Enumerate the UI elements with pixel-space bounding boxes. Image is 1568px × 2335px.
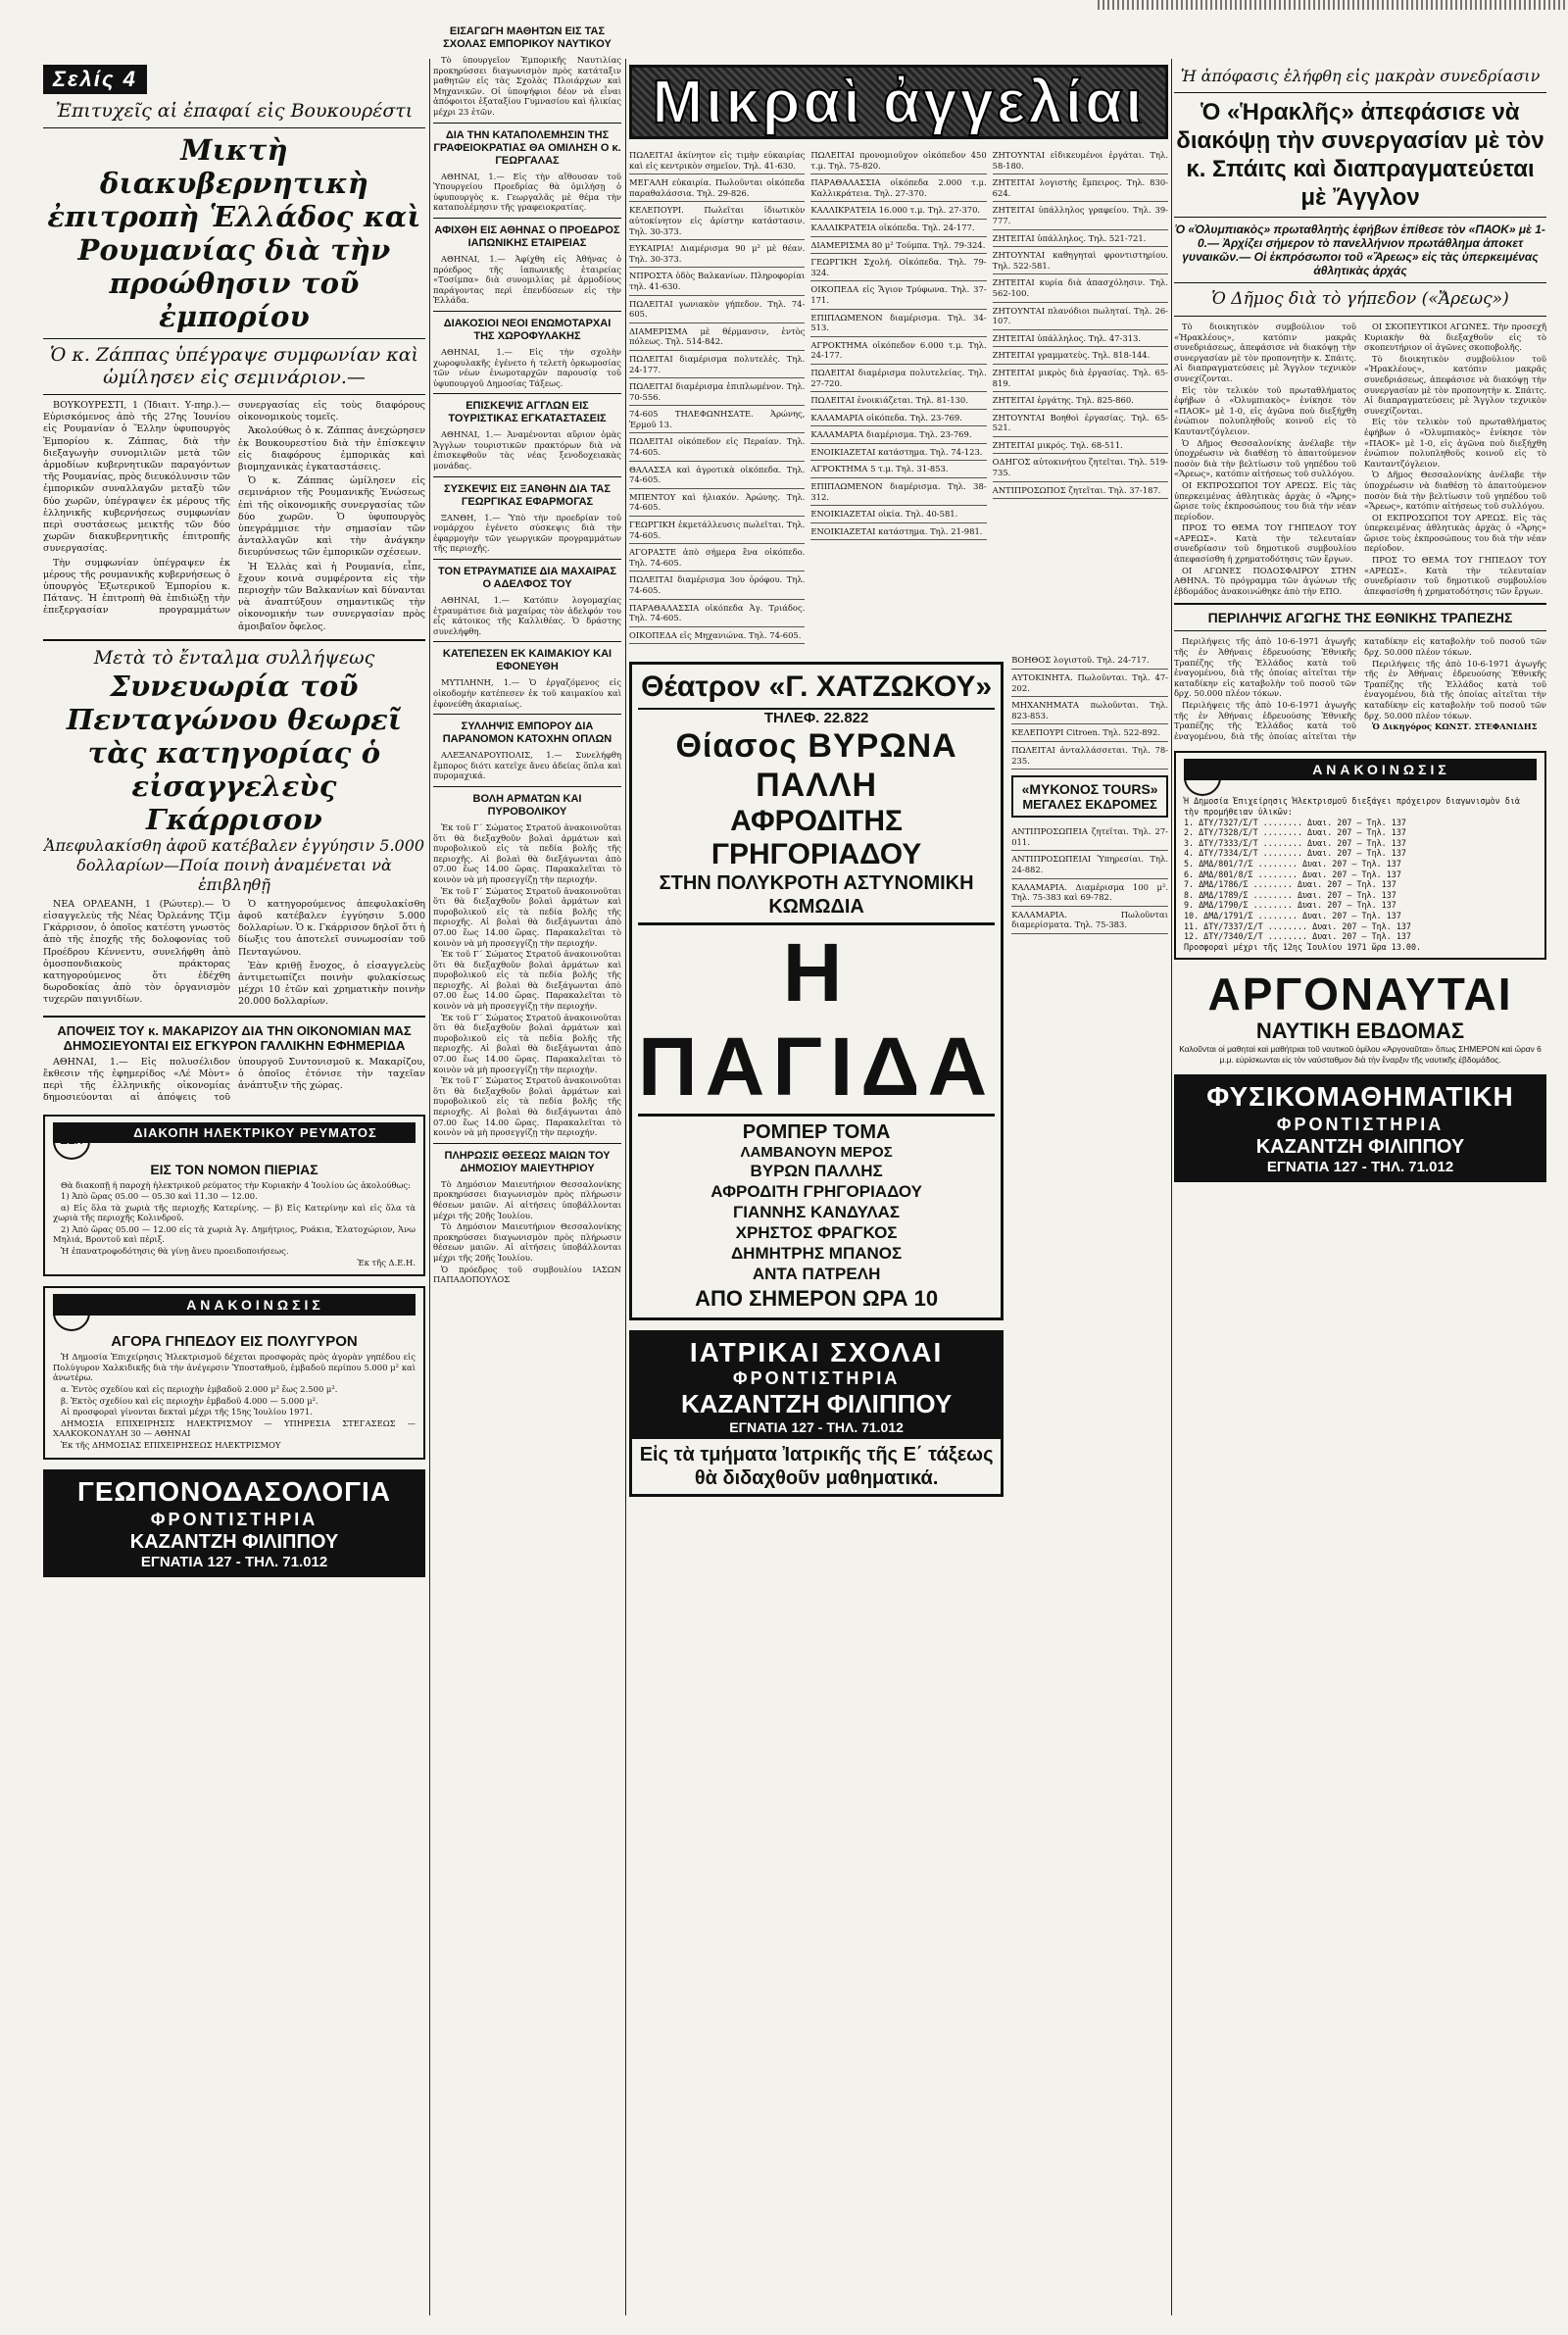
paragraph: ΟΙ ΕΚΠΡΟΣΩΠΟΙ ΤΟΥ ΑΡΕΩΣ. Εἰς τὰς ὑπερκειμένας ἀθλητικὰς ἀρχὰς ὁ «Ἄρης» ὥρισε τοὺς ἐκπροσώπους του διὰ τὴν νέαν περίοδον.: [1174, 479, 1356, 522]
theatre-star: ΑΦΡΟΔΙΤΗΣ ΓΡΗΓΟΡΙΑΔΟΥ: [710, 805, 922, 871]
cast-member: ΑΦΡΟΔΙΤΗ ΓΡΗΓΟΡΙΑΔΟΥ: [710, 1182, 922, 1202]
notice-signature: Ἐκ τῆς Δ.Ε.Η.: [357, 1257, 416, 1267]
classified-ad: ΠΑΡΑΘΑΛΑΣΣΙΑ οἰκόπεδα 2.000 τ.μ. Καλλικράτεια. Τηλ. 27-370.: [810, 174, 986, 202]
brief-headline: ΣΥΛΛΗΨΙΣ ΕΜΠΟΡΟΥ ΔΙΑ ΠΑΡΑΝΟΜΟΝ ΚΑΤΟΧΗΝ ΟΠΛΩΝ: [442, 720, 612, 746]
paragraph: ΟΙ ΕΚΠΡΟΣΩΠΟΙ ΤΟΥ ΑΡΕΩΣ. Εἰς τὰς ὑπερκειμένας ἀθλητικὰς ἀρχὰς ὁ «Ἄρης» ὥρισε τοὺς ἐκπροσώπους του διὰ τὴν νέαν περίοδον.: [1364, 512, 1546, 554]
notice-item: Ἡ Δημοσία Ἐπιχείρησις Ἠλεκτρισμοῦ διεξάγει πρόχειρον διαγωνισμὸν διὰ τὴν προμήθειαν ὑλικῶν:: [1184, 796, 1520, 817]
paragraph: ΒΟΥΚΟΥΡΕΣΤΙ, 1 (Ἰδιαιτ. Υ-πηρ.).— Εὐρισκόμενος ἀπὸ τῆς 27ης Ἰουνίου εἰς Ρουμανίαν ὁ Ἕλλην ὑφυπουργὸς Ἐμπορίου κ. Ζάππας, διὰ τὴν διεξαγωγὴν συνομιλιῶν μετὰ τῶν ἁρμοδίων κυβερνητικῶν παραγόντων τῆς Ρουμανίας, πρὸς διευκόλυνσιν τῶν ἐμπορικῶν συναλλαγῶν μεταξὺ τῶν δύο χωρῶν, ὑπέγραψεν ἐκ μέρους τῆς ἑλληνικῆς κυβερνήσεως συμφωνίαν περὶ συστάσεως μεικτῆς τῶν δύο χωρῶν διακυβερνητικῆς ἐπιτροπῆς συνεργασίας.: [43, 400, 230, 555]
classifieds-column: [629, 147, 805, 644]
paragraph: ΑΘΗΝΑΙ, 1.— Ἀναμένονται αὔριον ὁμὰς Ἄγγλων τουριστικῶν πρακτόρων διὰ νὰ ἐπισκεφθοῦν τὰς νέας ξενοδοχειακὰς μονάδας.: [433, 429, 621, 472]
classified-ad: ΑΥΤΟΚΙΝΗΤΑ. Πωλοῦνται. Τηλ. 47-202.: [1011, 670, 1168, 697]
paragraph: Θὰ διακοπῇ ἡ παροχὴ ἠλεκτρικοῦ ρεύματος τὴν Κυριακὴν 4 Ἰουλίου ὡς ἀκολούθως:: [61, 1179, 411, 1190]
classified-ad: ΕΠΙΠΛΩΜΕΝΟΝ διαμέρισμα. Τηλ. 38-312.: [810, 478, 986, 506]
paragraph: ΠΡΟΣ ΤΟ ΘΕΜΑ ΤΟΥ ΓΗΠΕΔΟΥ ΤΟΥ «ΑΡΕΩΣ». Κατὰ τὴν τελευταίαν συνεδρίασιν τοῦ δημοτικοῦ συμβουλίου ἀπεφασίσθη ἡ χρηματοδότησις τῶν ἔργων.: [1174, 522, 1356, 565]
paragraph: ΑΘΗΝΑΙ, 1.— Ἀφίχθη εἰς Ἀθήνας ὁ πρόεδρος τῆς ἰαπωνικῆς ἑταιρείας «Τοσίμπα» διὰ συνομιλίας μὲ ἁρμοδίους παράγοντας περὶ ἐπενδύσεων εἰς τὴν Ἑλλάδα.: [433, 253, 621, 306]
list-item: α) Εἰς ὅλα τὰ χωριὰ τῆς περιοχῆς Κατερίνης. — β) Εἰς Κατερίνην καὶ εἰς ὅλα τὰ χωριὰ τῆς περιοχῆς Κολινδροῦ.: [53, 1202, 416, 1223]
classified-ad: ΖΗΤΟΥΝΤΑΙ εἰδικευμένοι ἐργάται. Τηλ. 58-180.: [993, 147, 1168, 174]
article-romania: [43, 100, 425, 633]
classified-ad: ΒΟΗΘΟΣ λογιστοῦ. Τηλ. 24-717.: [1011, 652, 1168, 670]
classified-ad: ΚΑΛΛΙΚΡΑΤΕΙΑ οἰκόπεδα. Τηλ. 24-177.: [810, 220, 986, 237]
list-item: α. Ἐντὸς σχεδίου καὶ εἰς περιοχὴν ἐμβαδοῦ 2.000 μ² ἕως 2.500 μ².: [61, 1384, 338, 1395]
classified-ad: 74-605 ΤΗΛΕΦΩΝΗΣΑΤΕ. Ἀρώνης, Ἐρμοῦ 13.: [629, 406, 805, 433]
ad-iatrikai-scholai: [629, 1330, 1004, 1497]
paragraph: Περιλήψεις τῆς ἀπὸ 10-6-1971 ἀγωγῆς τῆς ἐν Ἀθήναις ἐδρευούσης Ἐθνικῆς Τραπέζης τῆς Ἑλλάδος κατὰ τοῦ ἐναγομένου, διὰ τῆς ὁποίας αἰτεῖται τὴν καταδίκην εἰς καταβολὴν τοῦ ποσοῦ τῶν δρχ. 50.000 πλέον τόκων.: [1364, 658, 1546, 720]
paragraph: ΞΑΝΘΗ, 1.— Ὑπὸ τὴν προεδρίαν τοῦ νομάρχου ἐγένετο σύσκεψις διὰ τὴν ἐφαρμογὴν τῶν γεωργικῶν προγραμμάτων τῆς περιοχῆς.: [433, 512, 621, 554]
brief-headline: ΔΙΑ ΤΗΝ ΚΑΤΑΠΟΛΕΜΗΣΙΝ ΤΗΣ ΓΡΑΦΕΙΟΚΡΑΤΙΑΣ ΘΑ ΟΜΙΛΗΣΗ Ο κ. ΓΕΩΡΓΑΛΑΣ: [433, 128, 621, 167]
paragraph: ΠΡΟΣ ΤΟ ΘΕΜΑ ΤΟΥ ΓΗΠΕΔΟΥ ΤΟΥ «ΑΡΕΩΣ». Κατὰ τὴν τελευταίαν συνεδρίασιν τοῦ δημοτικοῦ συμβουλίου ἀπεφασίσθη ἡ χρηματοδότησις τῶν ἔργων.: [1364, 555, 1546, 596]
article-kicker: Ἐπιτυχεῖς αἱ ἐπαφαί εἰς Βουκουρέστι: [55, 100, 414, 122]
classified-ad: ΖΗΤΟΥΝΤΑΙ Βοηθοὶ ἐργασίας. Τηλ. 65-521.: [993, 410, 1168, 437]
article-headline: Ὁ «Ἡρακλῆς» ἀπεφάσισε νὰ διακόψῃ τὴν συνεργασίαν μὲ τὸν κ. Σπάιτς καὶ διαπραγματεύεται μὲ Ἄγγλον: [1176, 99, 1544, 211]
paragraph: Ἐκ τοῦ Γ΄ Σώματος Στρατοῦ ἀνακοινοῦται ὅτι θὰ διεξαχθοῦν βολαὶ ἀρμάτων καὶ πυροβολικοῦ εἰς τὰ πεδία βολῆς τῆς περιοχῆς. Αἱ βολαὶ θὰ διεξάγωνται ἀπὸ 07.00 ἕως 14.00 ὥρας. Παρακαλεῖται τὸ κοινὸν νὰ μὴ προσεγγίζῃ τὴν περιοχήν.: [433, 949, 621, 1012]
ad-geoponodasologia: [43, 1469, 425, 1577]
paragraph: Καλοῦνται οἱ μαθηταὶ καὶ μαθήτριαι τοῦ ναυτικοῦ ὁμίλου «Ἀργοναῦται» ὅπως ΣΗΜΕΡΟΝ καὶ ὥραν 6 μ.μ. εὑρίσκωνται εἰς τὸν ναύσταθμον διὰ τὴν ἔναρξιν τῆς ναυτικῆς ἑβδομάδος.: [1179, 1044, 1542, 1065]
classified-ad: ΑΓΟΡΑΣΤΕ ἀπὸ σήμερα ἓνα οἰκόπεδο. Τηλ. 74-605.: [629, 544, 805, 571]
divider: [1174, 217, 1546, 218]
list-item: 2) Ἀπὸ ὥρας 05.00 — 12.00 εἰς τὰ χωριὰ Ἀγ. Δημήτριος, Ρυάκια, Ἐλατοχώριον, Ἀνω Μηλιά, Βροντοῦ καὶ πέριξ.: [53, 1223, 416, 1245]
legal-notice-body: [1174, 636, 1546, 741]
notice-title: ΑΝΑΚΟΙΝΩΣΙΣ: [1184, 759, 1537, 780]
classified-ad: ΘΑΛΑΣΣΑ καὶ ἀγροτικὰ οἰκόπεδα. Τηλ. 74-605.: [629, 462, 805, 489]
divider: [433, 123, 621, 124]
classified-ad: ΟΙΚΟΠΕΔΑ εἰς Μηχανιώνα. Τηλ. 74-605.: [629, 627, 805, 645]
notice-item: 10. ΔΜΔ/1791/Σ ........ Δυαι. 207 — Τηλ. 137: [1184, 910, 1401, 920]
column-4: [1174, 0, 1546, 1182]
classified-ad: ΠΩΛΕΙΤΑΙ ἐνοικιάζεται. Τηλ. 81-130.: [810, 392, 986, 410]
paragraph: Ὁ κ. Ζάππας ὡμίλησεν εἰς σεμινάριον τῆς Ρουμανικῆς Ἐνώσεως ἐπὶ τῆς οἰκονομικῆς συνεργασίας τῶν δύο χωρῶν. Ὁ ὑφυπουργὸς ὑπεγράμμισε τὴν σημασίαν τῶν ἀνταλλαγῶν καὶ τὴν ἀνάγκην διευρύνσεως τῶν ἐμπορικῶν σχέσεων.: [238, 475, 425, 559]
brief-headline: ΑΦΙΧΘΗ ΕΙΣ ΑΘΗΝΑΣ Ο ΠΡΟΕΔΡΟΣ ΙΑΠΩΝΙΚΗΣ ΕΤΑΙΡΕΙΑΣ: [434, 224, 620, 249]
classified-ad: ΖΗΤΕΙΤΑΙ μικρός. Τηλ. 68-511.: [993, 437, 1168, 455]
classified-ad: ΠΑΡΑΘΑΛΑΣΣΙΑ οἰκόπεδα Ἀγ. Τριάδος. Τηλ. 74-605.: [629, 600, 805, 627]
classified-ad: ΜΠΕΝΤΟΥ καὶ ἡλιακόν. Ἀρώνης. Τηλ. 74-605.: [629, 489, 805, 517]
divider: [433, 714, 621, 715]
paragraph: Ἡ Ἑλλὰς καὶ ἡ Ρουμανία, εἶπε, ἔχουν κοινὰ συμφέροντα εἰς τὴν περιοχὴν τῶν Βαλκανίων καὶ δύνανται νὰ ἀναπτύξουν σημαντικῶς τὴν οἰκονομικήν των συνεργασίαν πρὸς ἀμοιβαῖον ὄφελος.: [238, 561, 425, 632]
ad-subtitle: ΦΡΟΝΤΙΣΤΗΡΙΑ: [1276, 1115, 1445, 1135]
legal-notice-signature: Ὁ Δικηγόρος ΚΩΝΣΤ. ΣΤΕΦΑΝΙΔΗΣ: [1372, 721, 1538, 732]
classified-ad: ΠΩΛΕΙΤΑΙ διαμέρισμα πολυτελὲς. Τηλ. 24-177.: [629, 351, 805, 378]
ad-subtitle: ΦΡΟΝΤΙΣΤΗΡΙΑ: [732, 1368, 901, 1389]
ad-theatre: [629, 662, 1004, 1320]
divider: [433, 393, 621, 394]
classified-ad: ΕΝΟΙΚΙΑΖΕΤΑΙ οἰκία. Τηλ. 40-581.: [810, 506, 986, 523]
notice-title: ΔΙΑΚΟΠΗ ΗΛΕΚΤΡΙΚΟΥ ΡΕΥΜΑΤΟΣ: [53, 1122, 416, 1143]
cast-member: ΔΗΜΗΤΡΗΣ ΜΠΑΝΟΣ: [730, 1244, 903, 1264]
classified-ad: ΜΕΓΑΛΗ εὐκαιρία. Πωλοῦνται οἰκόπεδα παραθαλάσσια. Τηλ. 29-826.: [629, 174, 805, 202]
brief-headline: ΣΥΣΚΕΨΙΣ ΕΙΣ ΞΑΝΘΗΝ ΔΙΑ ΤΑΣ ΓΕΩΡΓΙΚΑΣ ΕΦΑΡΜΟΓΑΣ: [444, 482, 611, 508]
column-3: [629, 0, 1168, 1497]
article-subhead: Ἀπεφυλακίσθη ἀφοῦ κατέβαλεν ἐγγύησιν 5.000 δολλαρίων—Ποία ποινὴ ἀναμένεται νὰ ἐπιβληθῇ: [43, 835, 425, 894]
classified-ad: ΖΗΤΕΙΤΑΙ ἐργάτης. Τηλ. 825-860.: [993, 392, 1168, 410]
ad-name: ΚΑΖΑΝΤΖΗ ΦΙΛΙΠΠΟΥ: [680, 1389, 953, 1419]
paragraph: Ἐκ τοῦ Γ΄ Σώματος Στρατοῦ ἀνακοινοῦται ὅτι θὰ διεξαχθοῦν βολαὶ ἀρμάτων καὶ πυροβολικοῦ εἰς τὰ πεδία βολῆς τῆς περιοχῆς. Αἱ βολαὶ θὰ διεξάγωνται ἀπὸ 07.00 ἕως 14.00 ὥρας. Παρακαλεῖται τὸ κοινὸν νὰ μὴ προσεγγίζῃ τὴν περιοχήν.: [433, 1012, 621, 1074]
divider: [1174, 316, 1546, 317]
play-opening: ΑΠΟ ΣΗΜΕΡΟΝ ΩΡΑ 10: [695, 1286, 939, 1312]
divider: [433, 559, 621, 560]
classified-ad: ΑΓΡΟΚΤΗΜΑ 5 τ.μ. Τηλ. 31-853.: [810, 461, 986, 478]
notice-item: 7. ΔΜΔ/1786/Σ ........ Δυαι. 207 — Τηλ. 137: [1184, 879, 1396, 890]
paragraph: Περιλήψεις τῆς ἀπὸ 10-6-1971 ἀγωγῆς τῆς ἐν Ἀθήναις ἐδρευούσης Ἐθνικῆς Τραπέζης τῆς Ἑλλάδος κατὰ τοῦ ἐναγομένου, διὰ τῆς ὁποίας αἰτεῖται τὴν καταδίκην εἰς καταβολὴν τοῦ ποσοῦ τῶν δρχ. 50.000 πλέον τόκων.: [1174, 636, 1546, 741]
list-item: 1) Ἀπὸ ὥρας 05.00 — 05.30 καὶ 11.30 — 12.00.: [61, 1191, 258, 1202]
column-rule: [625, 59, 626, 2315]
notice-item: 4. ΔΤΥ/7334/Σ/Τ ........ Δυαι. 207 — Τηλ. 137: [1184, 848, 1406, 859]
classified-ad: ΚΑΛΑΜΑΡΙΑ. Διαμέρισμα 100 μ². Τηλ. 75-383 καὶ 69-782.: [1011, 879, 1168, 907]
brief-headline: ΤΟΝ ΕΤΡΑΥΜΑΤΙΣΕ ΔΙΑ ΜΑΧΑΙΡΑΣ Ο ΑΔΕΛΦΟΣ ΤΟΥ: [438, 566, 616, 591]
divider: [43, 394, 425, 395]
notice-item: 6. ΔΜΔ/801/8/Σ ........ Δυαι. 207 — Τηλ. 137: [1184, 869, 1401, 879]
classified-ad: ΕΝΟΙΚΙΑΖΕΤΑΙ κατάστημα. Τηλ. 21-981.: [810, 523, 986, 541]
paragraph: ΑΘΗΝΑΙ, 1.— Εἰς τὴν σχολὴν χωροφυλακῆς ἐγένετο ἡ τελετὴ ὀρκωμοσίας τῶν νέων ἐνωμοταρχῶν παρουσίᾳ τοῦ ὑφυπουργοῦ Δημοσίας Τάξεως.: [433, 346, 621, 388]
classified-ad: ΖΗΤΕΙΤΑΙ μικρὸς διὰ ἐργασίας. Τηλ. 65-819.: [993, 365, 1168, 392]
ad-address: ΕΓΝΑΤΙΑ 127 - ΤΗΛ. 71.012: [1266, 1159, 1454, 1176]
notice-item: 3. ΔΤΥ/7333/Σ/Τ ........ Δυαι. 207 — Τηλ. 137: [1184, 837, 1406, 848]
notice-title: ΑΝΑΚΟΙΝΩΣΙΣ: [53, 1294, 416, 1316]
paragraph: Εἰς τὸν τελικὸν τοῦ πρωταθλήματος ἐφήβων ὁ «Ὀλυμπιακὸς» ἐνίκησε τὸν «ΠΑΟΚ» μὲ 1-0, εἰς ἀγῶνα ποὺ διεξήχθη ἐνώπιον πολυπληθοῦς κοινοῦ εἰς τὸ Καυταντζόγλειον.: [1174, 384, 1356, 436]
brief-headline: ΚΑΤΕΠΕΣΕΝ ΕΚ ΚΑΙΜΑΚΙΟΥ ΚΑΙ ΕΦΟΝΕΥΘΗ: [442, 648, 612, 673]
theatre-phone: ΤΗΛΕΦ. 22.822: [763, 710, 869, 727]
ad-subtitle: ΝΑΥΤΙΚΗ ΕΒΔΟΜΑΣ: [1255, 1018, 1465, 1044]
divider: [1174, 282, 1546, 283]
paragraph: Τὸ Δημόσιον Μαιευτήριον Θεσσαλονίκης προκηρύσσει διαγωνισμὸν πρὸς πλήρωσιν θέσεων μαιῶν. Αἱ αἰτήσεις ὑποβάλλονται μέχρι τῆς 20ῆς Ἰουλίου.: [433, 1221, 621, 1263]
divider: [43, 1016, 425, 1018]
article-kicker: Ὁ Δῆμος διὰ τὸ γήπεδον («Ἄρεως»): [1211, 289, 1509, 309]
divider: [1174, 630, 1546, 631]
paragraph: Ὁ κατηγορούμενος ἀπεφυλακίσθη ἀφοῦ κατέβαλεν ἐγγύησιν 5.000 δολλαρίων. Ὁ κ. Γκάρρισον δηλοῖ ὅτι ἡ δίωξις του ἀποτελεῖ συνωμοσίαν τοῦ Πενταγώνου.: [238, 898, 425, 958]
notice-item: 11. ΔΤΥ/7337/Σ/Τ ........ Δυαι. 207 — Τηλ. 137: [1184, 920, 1411, 931]
cast-list: [638, 1161, 995, 1284]
notice-item-list: [1184, 796, 1537, 952]
paragraph: Ὁ Δῆμος Θεσσαλονίκης ἀνέλαβε τὴν ὑποχρέωσιν νὰ διαθέσῃ τὸ ἀπαιτούμενον ποσὸν διὰ τὴν βελτίωσιν τοῦ γηπέδου τοῦ «Ἄρεως», κατόπιν αἰτήσεως τοῦ συλλόγου.: [1364, 470, 1546, 512]
paragraph: Τὸ διοικητικὸν συμβούλιον τοῦ «Ἡρακλέους», κατόπιν μακρᾶς συνεδριάσεως, ἀπεφάσισε νὰ διακόψῃ τὴν συνεργασίαν μὲ τὸν προπονητὴν κ. Σπάιτς. Αἱ διαπραγματεύσεις μὲ Ἄγγλον τεχνικὸν συνεχίζονται.: [1174, 322, 1356, 383]
classified-ad: ΖΗΤΕΙΤΑΙ γραμματεὺς. Τηλ. 818-144.: [993, 347, 1168, 365]
classifieds-grid: [629, 147, 1168, 644]
classified-ad: ΑΝΤΙΠΡΟΣΩΠΟΣ ζητεῖται. Τηλ. 37-187.: [993, 482, 1168, 500]
classified-ad: ΓΕΩΡΓΙΚΗ Σχολή. Οἰκόπεδα. Τηλ. 79-324.: [810, 254, 986, 281]
theatre-name: Θέατρον «Γ. ΧΑΤΖΩΚΟΥ»: [638, 671, 995, 710]
ad-address: ΕΓΝΑΤΙΑ 127 - ΤΗΛ. 71.012: [729, 1419, 904, 1436]
play-title: Η ΠΑΓΙΔΑ: [638, 922, 995, 1117]
classified-ad: ΖΗΤΕΙΤΑΙ ὑπάλληλος. Τηλ. 521-721.: [993, 230, 1168, 248]
article-body: [1174, 322, 1546, 597]
brief-signature: Ὁ πρόεδρος τοῦ συμβουλίου ΙΑΣΩΝ ΠΑΠΑΔΟΠΟΥΛΟΣ: [433, 1264, 621, 1285]
classified-ad: ΖΗΤΕΙΤΑΙ ὑπάλληλος. Τηλ. 47-313.: [993, 330, 1168, 348]
paragraph: Εἰς τὸν τελικὸν τοῦ πρωταθλήματος ἐφήβων ὁ «Ὀλυμπιακὸς» ἐνίκησε τὸν «ΠΑΟΚ» μὲ 1-0, εἰς ἀγῶνα ποὺ διεξήχθη ἐνώπιον πολυπληθοῦς κοινοῦ εἰς τὸ Καυταντζόγλειον.: [1364, 417, 1546, 469]
classified-ad: ΖΗΤΟΥΝΤΑΙ πλανόδιοι πωληταί. Τηλ. 26-107.: [993, 303, 1168, 330]
divider: [1174, 603, 1546, 605]
ad-subtitle: ΦΡΟΝΤΙΣΤΗΡΙΑ: [150, 1509, 318, 1529]
classified-ad: ΓΕΩΡΓΙΚΗ ἐκμετάλλευσις πωλεῖται. Τηλ. 74-605.: [629, 517, 805, 544]
paragraph: ΜΥΤΙΛΗΝΗ, 1.— Ὁ ἐργαζόμενος εἰς οἰκοδομὴν κατέπεσεν ἐκ τοῦ καιμακίου καὶ ἐφονεύθη ἀκαριαίως.: [433, 677, 621, 709]
article-subhead: Ὁ «Ὀλυμπιακὸς» πρωταθλητὴς ἐφήβων ἐπίθεσε τὸν «ΠΑΟΚ» μὲ 1-0.— Ἀρχίζει σήμερον τὸ πανελλήνιον πρωτάθλημα ἀποκετ γυναικῶν.— Οἱ ἐκπρόσωποι τοῦ «Ἄρεως» εἰς τὰς ὑπερκειμένας ἀθλητικὰς ἀρχάς: [1175, 223, 1545, 277]
paragraph: ΝΕΑ ΟΡΛΕΑΝΗ, 1 (Ρώυτερ).— Ὁ εἰσαγγελεὺς τῆς Νέας Ὀρλεάνης Τζὶμ Γκάρρισον, ὁ ὁποῖος κατέστη γνωστὸς ἀπὸ τῆς ἐποχῆς τῆς δολοφονίας τοῦ Προέδρου Κέννεντυ, συνελήφθη ἀπὸ ὁμοσπονδιακοὺς πράκτορας κατηγορούμενος ὅτι ἐδέχθη δωροδοκίας ἀπὸ τὸν ὀργανισμὸν τυχερῶν παιγνιδίων.: [43, 898, 230, 1006]
ad-title: ΑΡΓΟΝΑΥΤΑΙ: [1207, 969, 1513, 1020]
dei-logo-icon: ΔΕΗ: [53, 1294, 90, 1331]
classifieds-column: [993, 147, 1168, 644]
ad-name: ΚΑΖΑΝΤΖΗ ΦΙΛΙΠΠΟΥ: [129, 1530, 339, 1553]
column-rule: [1171, 59, 1172, 2315]
notice-item: Προσφοραὶ μέχρι τῆς 12ης Ἰουλίου 1971 ὥρα 13.00.: [1184, 941, 1422, 952]
classified-ad: ΚΑΛΛΙΚΡΑΤΕΙΑ 16.000 τ.μ. Τηλ. 27-370.: [810, 202, 986, 220]
divider: [43, 338, 425, 339]
divider: [433, 1143, 621, 1144]
ad-title: ΙΑΤΡΙΚΑΙ ΣΧΟΛΑΙ: [689, 1337, 944, 1368]
classified-ad: ΝΠΡΟΣΤΑ ὁδὸς Βαλκανίων. Πληροφορίαι τηλ. 41-630.: [629, 268, 805, 295]
play-author: ΡΟΜΠΕΡ ΤΟΜΑ: [742, 1121, 891, 1144]
notice-subtitle: ΑΓΟΡΑ ΓΗΠΕΔΟΥ ΕΙΣ ΠΟΛΥΓΥΡΟΝ: [111, 1333, 358, 1351]
classifieds-column: [810, 147, 986, 644]
divider: [43, 127, 425, 128]
column-1: [43, 0, 425, 1577]
paragraph: ΟΙ ΑΓΩΝΕΣ ΠΟΔΟΣΦΑΙΡΟΥ ΣΤΗΝ ΑΘΗΝΑ. Τὸ πρόγραμμα τῶν ἀγώνων τῆς ἑβδομάδος ἀνακοινώθηκε ἀπὸ τὴν ΕΠΟ.: [1174, 565, 1356, 596]
paragraph: Ἐκ τοῦ Γ΄ Σώματος Στρατοῦ ἀνακοινοῦται ὅτι θὰ διεξαχθοῦν βολαὶ ἀρμάτων καὶ πυροβολικοῦ εἰς τὰ πεδία βολῆς τῆς περιοχῆς. Αἱ βολαὶ θὰ διεξάγωνται ἀπὸ 07.00 ἕως 14.00 ὥρας. Παρακαλεῖται τὸ κοινὸν νὰ μὴ προσεγγίζῃ τὴν περιοχήν.: [433, 885, 621, 948]
brief-headline: ΕΙΣΑΓΩΓΗ ΜΑΘΗΤΩΝ ΕΙΣ ΤΑΣ ΣΧΟΛΑΣ ΕΜΠΟΡΙΚΟΥ ΝΑΥΤΙΚΟΥ: [443, 25, 612, 50]
classified-ad: ΕΠΙΠΛΩΜΕΝΟΝ διαμέρισμα. Τηλ. 34-513.: [810, 310, 986, 337]
ad-address: ΕΓΝΑΤΙΑ 127 - ΤΗΛ. 71.012: [140, 1553, 328, 1570]
ad-title: ΦΥΣΙΚΟΜΑΘΗΜΑΤΙΚΗ: [1206, 1081, 1514, 1113]
ad-fysikomathimatiki: [1174, 1074, 1546, 1182]
cast-member: ΑΝΤΑ ΠΑΤΡΕΛΗ: [752, 1265, 881, 1284]
column-rule: [429, 59, 430, 2315]
dei-logo-icon: ΔΕΗ: [53, 1122, 90, 1160]
paragraph: Τὸ διοικητικὸν συμβούλιον τοῦ «Ἡρακλέους», κατόπιν μακρᾶς συνεδριάσεως, ἀπεφάσισε νὰ διακόψῃ τὴν συνεργασίαν μὲ τὸν προπονητὴν κ. Σπάιτς. Αἱ διαπραγματεύσεις μὲ Ἄγγλον τεχνικὸν συνεχίζονται.: [1364, 353, 1546, 416]
article-body: [43, 400, 425, 633]
ad-argonautai: [1174, 969, 1546, 1065]
paragraph: Ἐκ τοῦ Γ΄ Σώματος Στρατοῦ ἀνακοινοῦται ὅτι θὰ διεξαχθοῦν βολαὶ ἀρμάτων καὶ πυροβολικοῦ εἰς τὰ πεδία βολῆς τῆς περιοχῆς. Αἱ βολαὶ θὰ διεξάγωνται ἀπὸ 07.00 ἕως 14.00 ὥρας. Παρακαλεῖται τὸ κοινὸν νὰ μὴ προσεγγίζῃ τὴν περιοχήν.: [433, 1075, 621, 1138]
paragraph: Ἡ ἐπανατροφοδότησις θὰ γίνῃ ἄνευ προειδοποιήσεως.: [61, 1246, 289, 1257]
dei-power-outage-notice: [43, 1115, 425, 1277]
divider: [1174, 92, 1546, 93]
article-kicker: Ἡ ἀπόφασις ἐλήφθη εἰς μακρὰν συνεδρίασιν: [1180, 67, 1541, 85]
ad-mykonos-tours: [1011, 775, 1168, 818]
notice-item: 12. ΔΤΥ/7340/Σ/Τ ........ Δυαι. 207 — Τηλ. 137: [1184, 931, 1411, 942]
cast-member: ΒΥΡΩΝ ΠΑΛΛΗΣ: [750, 1162, 883, 1181]
brief-headline: ΒΟΛΗ ΑΡΜΑΤΩΝ ΚΑΙ ΠΥΡΟΒΟΛΙΚΟΥ: [472, 792, 582, 818]
theatre-troupe: Θίασος ΒΥΡΩΝΑ ΠΑΛΛΗ: [675, 727, 957, 805]
classified-ad: ΠΩΛΕΙΤΑΙ οἰκόπεδον εἰς Περαίαν. Τηλ. 74-605.: [629, 433, 805, 461]
classified-ad: ΕΥΚΑΙΡΙΑ! Διαμέρισμα 90 μ² μὲ θέαν. Τηλ. 30-373.: [629, 240, 805, 268]
article-makarizos: [43, 1023, 425, 1105]
column-2: [433, 0, 621, 1286]
divider: [43, 639, 425, 641]
classified-ad: ΠΩΛΕΙΤΑΙ διαμέρισμα ἐπιπλωμένον. Τηλ. 70-556.: [629, 378, 805, 406]
divider: [433, 218, 621, 219]
paragraph: Τὴν συμφωνίαν ὑπέγραψεν ἐκ μέρους τῆς ρουμανικῆς κυβερνήσεως ὁ ὑπουργὸς Ἐξωτερικοῦ Ἐμπορίου κ. Πάτανς. Ἡ ἐπιτροπὴ θὰ ἐπιδιώξῃ τὴν ἐπεξεργασίαν προγραμμάτων συνεργασίας εἰς τοὺς διαφόρους οἰκονομικοὺς τομεῖς.: [43, 400, 425, 617]
classified-ad: ΠΩΛΕΙΤΑΙ διαμέρισμα 3ου ὀρόφου. Τηλ. 74-605.: [629, 571, 805, 599]
brief-headline: ΔΙΑΚΟΣΙΟΙ ΝΕΟΙ ΕΝΩΜΟΤΑΡΧΑΙ ΤΗΣ ΧΩΡΟΦΥΛΑΚΗΣ: [443, 317, 612, 342]
ad-title: «ΜΥΚΟΝΟΣ TOURS»: [1021, 781, 1158, 798]
article-body: [43, 1057, 425, 1105]
classified-ad: ΖΗΤΟΥΝΤΑΙ καθηγηταὶ φροντιστηρίου. Τηλ. 522-581.: [993, 247, 1168, 274]
classified-ad: ΔΙΑΜΕΡΙΣΜΑ 80 μ² Τούμπα. Τηλ. 79-324.: [810, 237, 986, 255]
notice-item: 2. ΔΤΥ/7328/Σ/Τ ........ Δυαι. 207 — Τηλ. 137: [1184, 827, 1406, 838]
classified-ad: ΚΑΛΑΜΑΡΙΑ διαμέρισμα. Τηλ. 23-769.: [810, 426, 986, 444]
paragraph: Ἐὰν κριθῇ ἔνοχος, ὁ εἰσαγγελεὺς ἀντιμετωπίζει ποινὴν φυλακίσεως μέχρι 10 ἐτῶν καὶ χρηματικὴν ποινὴν 20.000 δολλαρίων.: [238, 960, 425, 1008]
notice-item: 1. ΔΤΥ/7327/Σ/Τ ........ Δυαι. 207 — Τηλ. 137: [1184, 817, 1406, 827]
classified-ad: ΠΩΛΕΙΤΑΙ γωνιακὸν γήπεδον. Τηλ. 74-605.: [629, 296, 805, 323]
notice-address: ΔΗΜΟΣΙΑ ΕΠΙΧΕΙΡΗΣΙΣ ΗΛΕΚΤΡΙΣΜΟΥ — ΥΠΗΡΕΣΙΑ ΣΤΕΓΑΣΕΩΣ — ΧΑΛΚΟΚΟΝΔΥΛΗ 30 — ΑΘΗΝΑΙ: [53, 1417, 416, 1439]
list-item: Αἱ προσφοραὶ γίνονται δεκταὶ μέχρι τῆς 15ης Ἰουλίου 1971.: [61, 1407, 313, 1417]
list-item: β. Ἐκτὸς σχεδίου καὶ εἰς περιοχὴν ἐμβαδοῦ 4.000 — 5.000 μ².: [61, 1395, 318, 1406]
ad-slogan: Εἰς τὰ τμήματα Ἰατρικῆς τῆς Ε΄ τάξεως θὰ διδαχθοῦν μαθηματικά.: [639, 1444, 994, 1490]
article-body: [43, 899, 425, 1010]
article-subhead: Ὁ κ. Ζάππας ὑπέγραψε συμφωνίαν καὶ ὡμίλησεν εἰς σεμινάριον.—: [50, 344, 418, 388]
classified-ad: ΖΗΤΕΙΤΑΙ ὑπάλληλος γραφείου. Τηλ. 39-777.: [993, 202, 1168, 229]
paragraph: ΑΘΗΝΑΙ, 1.— Κατόπιν λογομαχίας ἐτραυμάτισε διὰ μαχαίρας τὸν ἀδελφόν του εἷς κάτοικος τῆς Καλλιθέας. Ὁ δράστης συνελήφθη.: [433, 595, 621, 636]
theatre-genre: ΣΤΗΝ ΠΟΛΥΚΡΟΤΗ ΑΣΤΥΝΟΜΙΚΗ ΚΩΜΩΔΙΑ: [659, 872, 974, 919]
notice-subtitle: ΕΙΣ ΤΟΝ ΝΟΜΟΝ ΠΙΕΡΙΑΣ: [150, 1161, 318, 1177]
article-headline: ΑΠΟΨΕΙΣ ΤΟΥ κ. ΜΑΚΑΡΙΖΟΥ ΔΙΑ ΤΗΝ ΟΙΚΟΝΟΜΙΑΝ ΜΑΣ ΔΗΜΟΣΙΕΥΟΝΤΑΙ ΕΙΣ ΕΓΚΥΡΟΝ ΓΑΛΛΙΚΗΝ ΕΦΗΜΕΡΙΔΑ: [57, 1022, 412, 1053]
classified-ad: ΠΩΛΕΙΤΑΙ προνομιοῦχον οἰκόπεδον 450 τ.μ. Τηλ. 75-820.: [810, 147, 986, 174]
paragraph: Ἡ Δημοσία Ἐπιχείρησις Ἠλεκτρισμοῦ δέχεται προσφορὰς πρὸς ἀγορὰν γηπέδου εἰς Πολύγυρον Χαλκιδικῆς διὰ τὴν ἀνέγερσιν Ὑποσταθμοῦ, ἐμβαδοῦ περίπου 5.000 μ² καὶ ἀνωτέρω.: [53, 1352, 416, 1383]
article-headline: Συνευωρία τοῦ Πενταγώνου θεωρεῖ τὰς κατηγορίας ὁ εἰσαγγελεὺς Γκάρρισον: [66, 669, 403, 836]
page-section-tag: Σελίς 4: [43, 65, 147, 94]
classified-ad: ΟΙΚΟΠΕΔΑ εἰς Ἅγιον Τρύφωνα. Τηλ. 37-171.: [810, 281, 986, 309]
paragraph: Τὸ Δημόσιον Μαιευτήριον Θεσσαλονίκης προκηρύσσει διαγωνισμὸν πρὸς πλήρωσιν θέσεων μαιῶν. Αἱ αἰτήσεις ὑποβάλλονται μέχρι τῆς 20ῆς Ἰουλίου.: [433, 1178, 621, 1220]
paragraph: Ὁ Δῆμος Θεσσαλονίκης ἀνέλαβε τὴν ὑποχρέωσιν νὰ διαθέσῃ τὸ ἀπαιτούμενον ποσὸν διὰ τὴν βελτίωσιν τοῦ γηπέδου τοῦ «Ἄρεως», κατόπιν αἰτήσεως τοῦ συλλόγου.: [1174, 437, 1356, 479]
dei-logo-icon: ΔΕΗ: [1184, 759, 1221, 796]
brief-headline: ΕΠΙΣΚΕΨΙΣ ΑΓΓΛΩΝ ΕΙΣ ΤΟΥΡΙΣΤΙΚΑΣ ΕΓΚΑΤΑΣΤΑΣΕΙΣ: [448, 400, 607, 425]
dei-tender-notice: [1174, 751, 1546, 960]
cast-member: ΓΙΑΝΝΗΣ ΚΑΝΔΥΛΑΣ: [733, 1203, 901, 1222]
notice-signature: Ἐκ τῆς ΔΗΜΟΣΙΑΣ ΕΠΙΧΕΙΡΗΣΕΩΣ ΗΛΕΚΤΡΙΣΜΟΥ: [61, 1440, 281, 1450]
classified-ad: ΠΩΛΕΙΤΑΙ ἀκίνητον εἰς τιμὴν εὐκαιρίας καὶ εἰς κεντρικὸν σημεῖον. Τηλ. 41-630.: [629, 147, 805, 174]
paragraph: Περιλήψεις τῆς ἀπὸ 10-6-1971 ἀγωγῆς τῆς ἐν Ἀθήναις ἐδρευούσης Ἐθνικῆς Τραπέζης τῆς Ἑλλάδος κατὰ τοῦ ἐναγομένου, διὰ τῆς ὁποίας αἰτεῖται τὴν καταδίκην εἰς καταβολὴν τοῦ ποσοῦ τῶν δρχ. 50.000 πλέον τόκων.: [1174, 636, 1356, 699]
classified-ad: ΚΕΛΕΠΟΥΡΙ Citroen. Τηλ. 522-892.: [1011, 724, 1168, 742]
paragraph: ΑΛΕΞΑΝΔΡΟΥΠΟΛΙΣ, 1.— Συνελήφθη ἔμπορος διότι κατεῖχε ἄνευ ἀδείας ὅπλα καὶ πυρομαχικά.: [433, 750, 621, 781]
cast-member: ΧΡΗΣΤΟΣ ΦΡΑΓΚΟΣ: [735, 1223, 898, 1243]
notice-item: 8. ΔΜΔ/1789/Σ ........ Δυαι. 207 — Τηλ. 137: [1184, 889, 1396, 900]
classified-ad: ΚΑΛΑΜΑΡΙΑ. Πωλοῦνται διαμερίσματα. Τηλ. 75-383.: [1011, 907, 1168, 934]
classified-ad: ΕΝΟΙΚΙΑΖΕΤΑΙ κατάστημα. Τηλ. 74-123.: [810, 444, 986, 462]
paragraph: ΟΙ ΣΚΟΠΕΥΤΙΚΟΙ ΑΓΩΝΕΣ. Τὴν προσεχῆ Κυριακὴν θὰ διεξαχθοῦν εἰς τὸ σκοπευτήριον οἱ ἀγῶνες σκοποβολῆς.: [1364, 322, 1546, 353]
legal-notice-headline: ΠΕΡΙΛΗΨΙΣ ΑΓΩΓΗΣ ΤΗΣ ΕΘΝΙΚΗΣ ΤΡΑΠΕΖΗΣ: [1207, 610, 1513, 626]
brief-headline: ΠΛΗΡΩΣΙΣ ΘΕΣΕΩΣ ΜΑΙΩΝ ΤΟΥ ΔΗΜΟΣΙΟΥ ΜΑΙΕΥΤΗΡΙΟΥ: [444, 1149, 611, 1174]
paragraph: Ἀκολούθως ὁ κ. Ζάππας ἀνεχώρησεν ἐκ Βουκουρεστίου διὰ τὴν ἐπίσκεψιν εἰς διαφόρους ἐμπορικὰς καὶ βιομηχανικὰς ἐγκαταστάσεις.: [238, 425, 425, 473]
banner-title: Μικραὶ ἀγγελίαι: [652, 68, 1146, 136]
ad-name: ΚΑΖΑΝΤΖΗ ΦΙΛΙΠΠΟΥ: [1255, 1136, 1465, 1159]
cast-label: ΛΑΜΒΑΝΟΥΝ ΜΕΡΟΣ: [740, 1144, 893, 1162]
notice-item: 5. ΔΜΔ/801/7/Σ ........ Δυαι. 207 — Τηλ. 137: [1184, 858, 1401, 869]
ad-subtitle: ΜΕΓΑΛΕΣ ΕΚΔΡΟΜΕΣ: [1022, 797, 1157, 813]
classified-ad: ΑΝΤΙΠΡΟΣΩΠΕΙΑ ζητεῖται. Τηλ. 27-011.: [1011, 823, 1168, 851]
classified-ad: ΚΕΛΕΠΟΥΡΙ. Πωλεῖται ἰδιωτικὸν αὐτοκίνητον εἰς ἀρίστην κατάστασιν. Τηλ. 30-373.: [629, 202, 805, 240]
classified-ad: ΠΩΛΕΙΤΑΙ ἀνταλλάσσεται. Τηλ. 78-235.: [1011, 742, 1168, 770]
classified-ad: ΜΗΧΑΝΗΜΑΤΑ πωλοῦνται. Τηλ. 823-853.: [1011, 697, 1168, 724]
classified-ad: ΑΓΡΟΚΤΗΜΑ οἰκόπεδον 6.000 τ.μ. Τηλ. 24-177.: [810, 337, 986, 365]
ad-title: ΓΕΩΠΟΝΟΔΑΣΟΛΟΓΙΑ: [77, 1475, 391, 1507]
classified-ad: ΖΗΤΕΙΤΑΙ λογιστὴς ἔμπειρος. Τηλ. 830-624.: [993, 174, 1168, 202]
article-garrison: [43, 647, 425, 1010]
divider: [433, 311, 621, 312]
article-kicker: Μετὰ τὸ ἔνταλμα συλλήψεως: [93, 646, 375, 669]
classified-ad: ΠΩΛΕΙΤΑΙ διαμέρισμα πολυτελείας. Τηλ. 27-720.: [810, 365, 986, 392]
classified-ad: ΖΗΤΕΙΤΑΙ κυρία διὰ ἀπασχόλησιν. Τηλ. 562-100.: [993, 274, 1168, 302]
paragraph: Τὸ ὑπουργεῖον Ἐμπορικῆς Ναυτιλίας προκηρύσσει διαγωνισμὸν πρὸς κατάταξιν μαθητῶν εἰς τὰς Σχολὰς Πλοιάρχων καὶ Μηχανικῶν. Οἱ ὑποψήφιοι δέον νὰ εἶναι ἀπόφοιτοι ἑξαταξίου Γυμνασίου καὶ ἡλικίας μέχρι 23 ἐτῶν.: [433, 55, 621, 117]
dei-land-purchase-notice: [43, 1286, 425, 1459]
divider: [433, 641, 621, 642]
paragraph: ΑΘΗΝΑΙ, 1.— Εἰς πολυσέλιδον ἔκθεσιν τῆς ἐφημερίδος «Λέ Μὸντ» περὶ τῆς ἑλληνικῆς οἰκονομίας δημοσιεύονται αἱ ἀπόψεις τοῦ ὑπουργοῦ Συντονισμοῦ κ. Μακαρίζου, ὁ ὁποῖος ἐτόνισε τὴν ταχεῖαν ἀνάπτυξιν τῆς χώρας.: [43, 1056, 425, 1104]
divider: [433, 476, 621, 477]
classified-ad: ΑΝΤΙΠΡΟΣΩΠΕΙΑΙ Ὑπηρεσίαι. Τηλ. 24-882.: [1011, 851, 1168, 878]
notice-item: 9. ΔΜΔ/1790/Σ ........ Δυαι. 207 — Τηλ. 137: [1184, 900, 1396, 911]
classifieds-banner: [629, 65, 1168, 139]
paragraph: Ἐκ τοῦ Γ΄ Σώματος Στρατοῦ ἀνακοινοῦται ὅτι θὰ διεξαχθοῦν βολαὶ ἀρμάτων καὶ πυροβολικοῦ εἰς τὰ πεδία βολῆς τῆς περιοχῆς. Αἱ βολαὶ θὰ διεξάγωνται ἀπὸ 07.00 ἕως 14.00 ὥρας. Παρακαλεῖται τὸ κοινὸν νὰ μὴ προσεγγίζῃ τὴν περιοχήν.: [433, 821, 621, 884]
article-headline: Μικτὴ διακυβερνητικὴ ἐπιτροπὴ Ἑλλάδος καὶ Ρουμανίας διὰ τὴν προώθησιν τοῦ ἐμπορίου: [47, 133, 421, 333]
classified-ad: ΚΑΛΑΜΑΡΙΑ οἰκόπεδα. Τηλ. 23-769.: [810, 410, 986, 427]
classified-ad: ΟΔΗΓΟΣ αὐτοκινήτου ζητεῖται. Τηλ. 519-735.: [993, 454, 1168, 481]
paragraph: ΑΘΗΝΑΙ, 1.— Εἰς τὴν αἴθουσαν τοῦ Ὑπουργείου Προεδρίας θὰ ὁμιλήσῃ ὁ ὑφυπουργὸς κ. Γεωργαλᾶς μὲ θέμα τὴν καταπολέμησιν τῆς γραφειοκρατίας.: [433, 171, 621, 213]
classified-ad: ΔΙΑΜΕΡΙΣΜΑ μὲ θέρμανσιν, ἐντὸς πόλεως. Τηλ. 514-842.: [629, 323, 805, 351]
divider: [433, 786, 621, 787]
